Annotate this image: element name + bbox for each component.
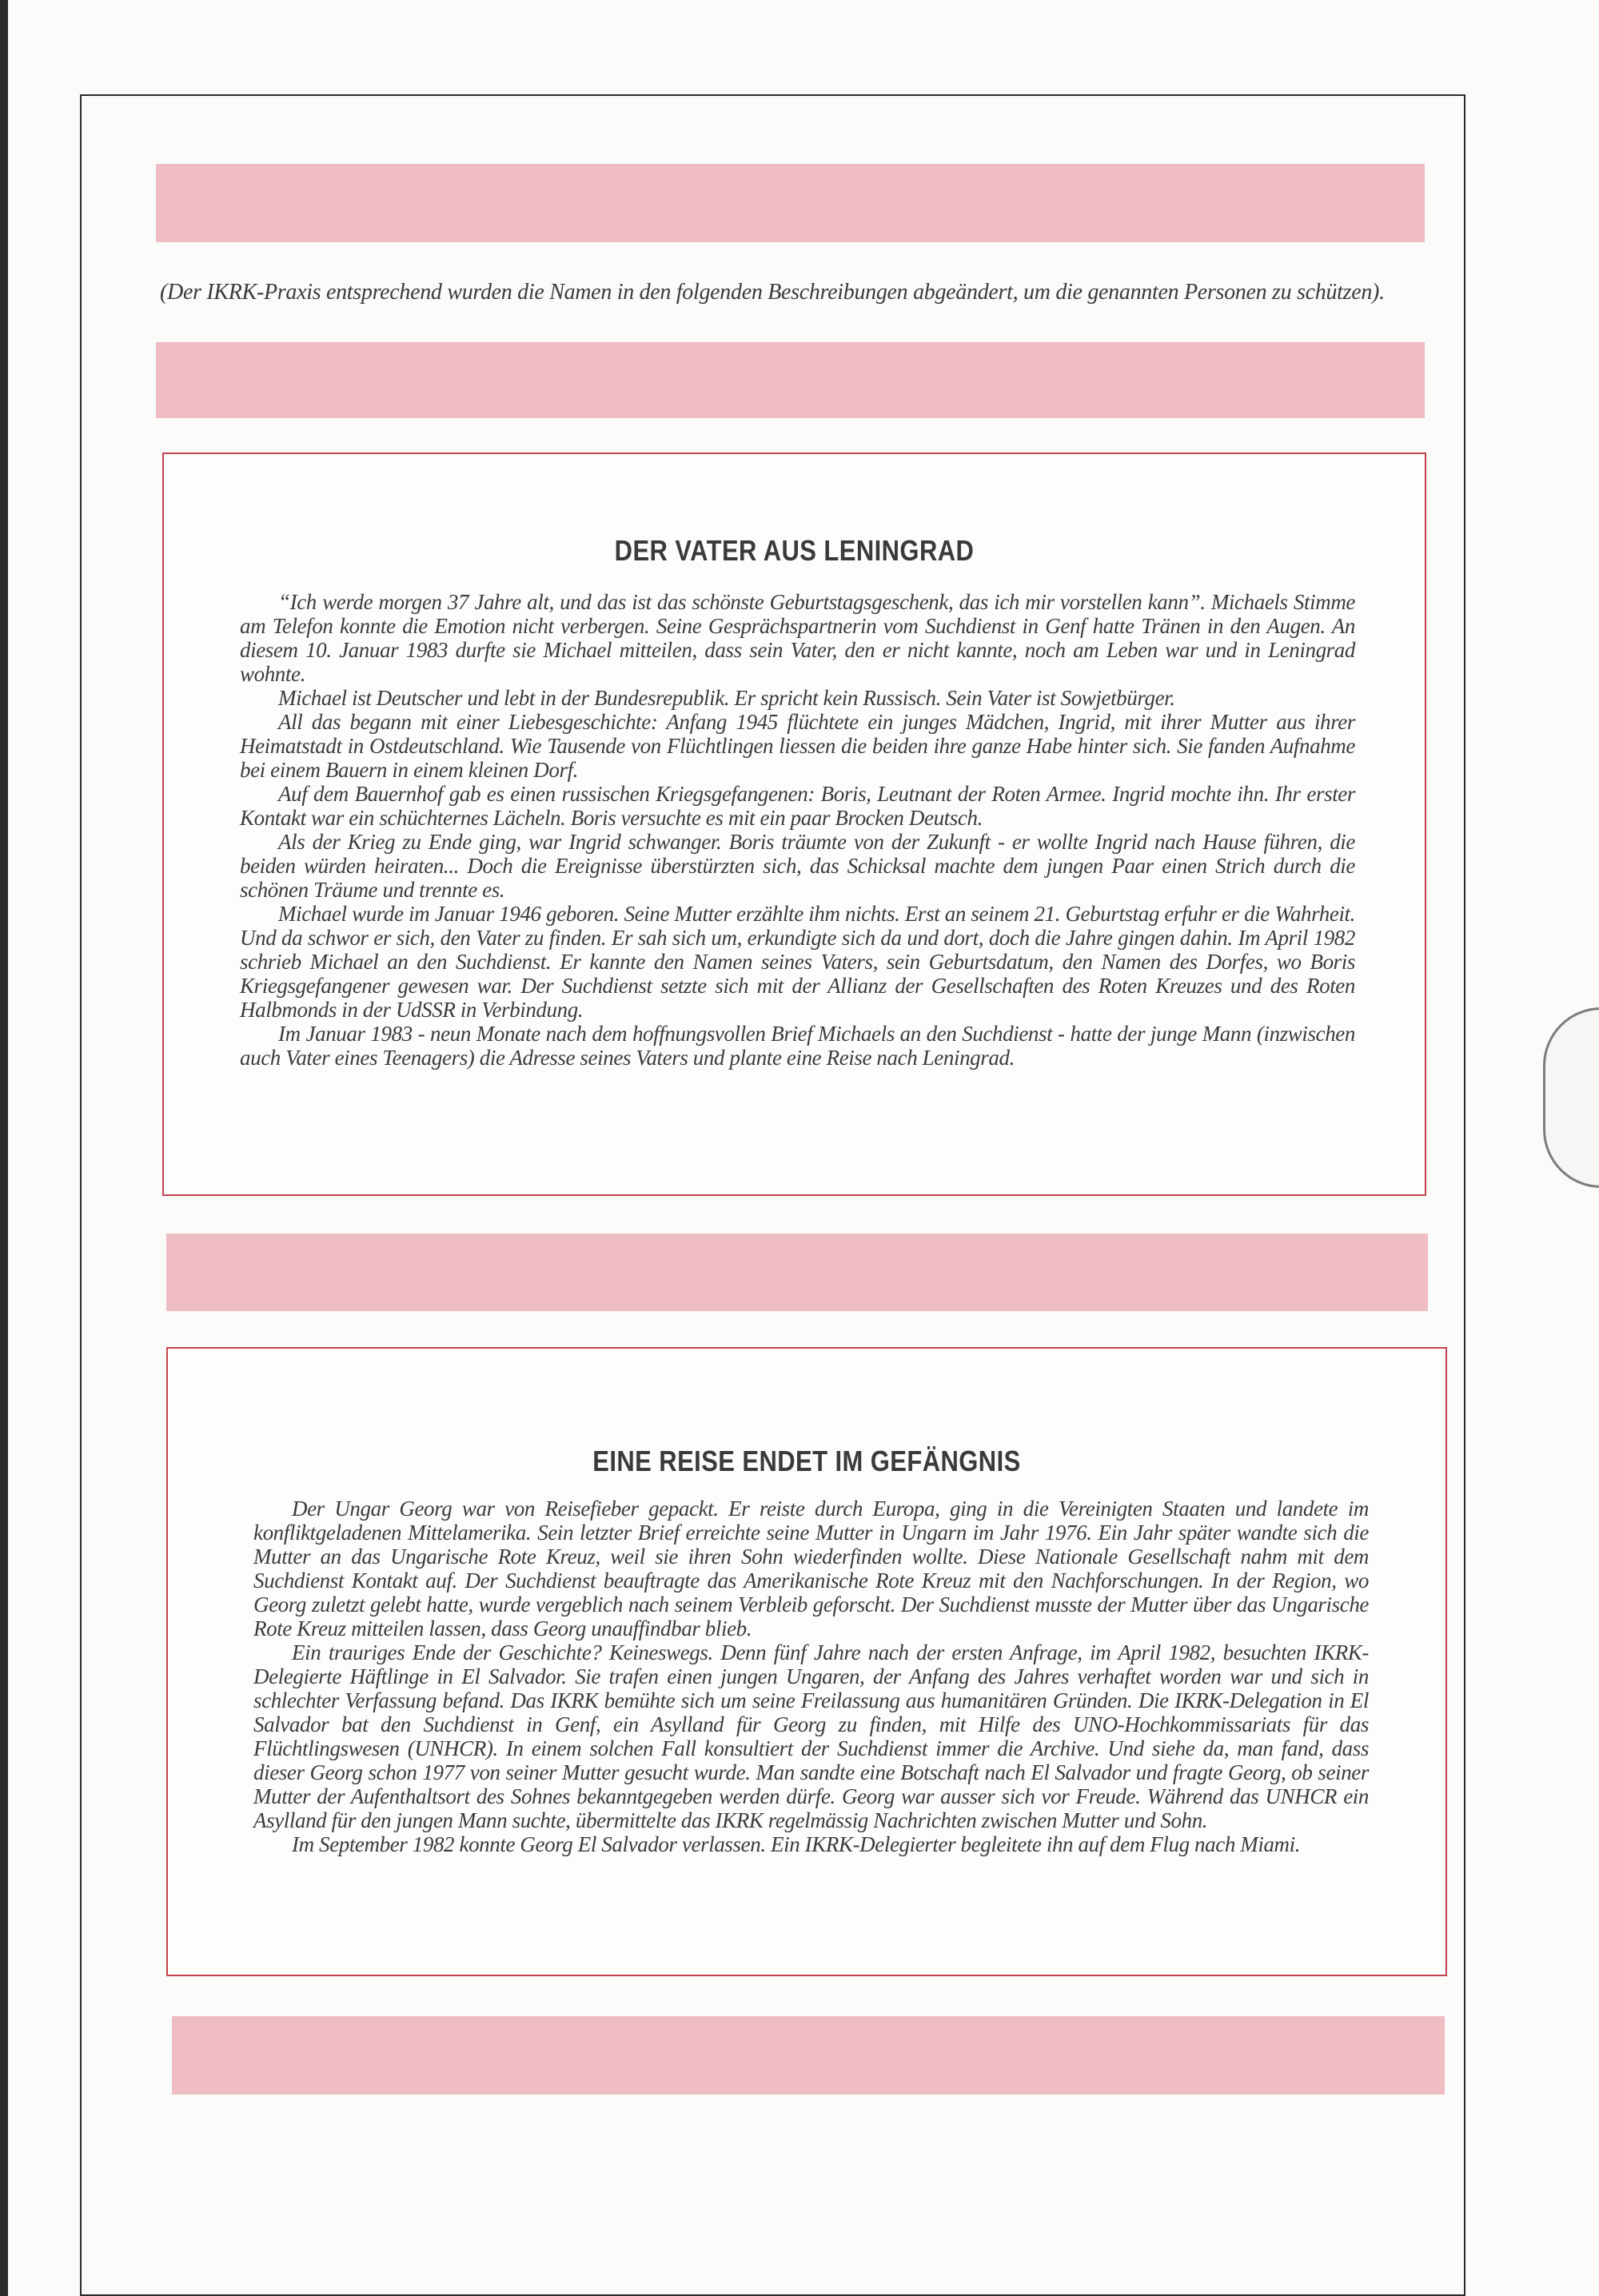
story-box-leningrad bbox=[162, 452, 1426, 1196]
pink-band-4 bbox=[172, 2016, 1445, 2095]
privacy-note: (Der IKRK-Praxis entsprechend wurden die Namen in den folgenden Beschreibungen abgeändert, um die genannten Personen zu schützen). bbox=[160, 280, 1385, 305]
story-paragraph: Im September 1982 konnte Georg El Salvador verlassen. Ein IKRK-Delegierter begleitete ihn auf dem Flug nach Miami. bbox=[292, 1832, 1301, 1856]
story-paragraph: Michael wurde im Januar 1946 geboren. Seine Mutter erzählte ihm nichts. Erst an seinem 21. Geburtstag erfuhr er die Wahrheit. Und da schwor er sich, den Vater zu finden. Er sah sich um, erkundigte sich da und dort, doch die Jahre gingen dahin. Im April 1982 schrieb Michael an den Suchdienst. Er kannte den Namen seines Vaters, sein Geburtsdatum, den Namen des Dorfes, wo Boris Kriegsgefangener gewesen war. Der Suchdienst setzte sich mit der Allianz der Gesellschaften des Roten Kreuzes und des Roten Halbmonds in der UdSSR in Verbindung. bbox=[240, 902, 1355, 1022]
pink-band-2 bbox=[156, 342, 1425, 418]
story-paragraph: Auf dem Bauernhof gab es einen russischen Kriegsgefangenen: Boris, Leutnant der Roten Armee. Ingrid mochte ihn. Ihr erster Kontakt war ein schüchternes Lächeln. Boris versuchte es mit ein paar Brocken Deutsch. bbox=[240, 782, 1355, 830]
story-paragraph: All das begann mit einer Liebesgeschichte: Anfang 1945 flüchtete ein junges Mädchen, Ingrid, mit ihrer Mutter aus ihrer Heimatstadt in Ostdeutschland. Wie Tausende von Flüchtlingen liessen die beiden ihre ganze Habe hinter sich. Sie fanden Aufnahme bei einem Bauern in einem kleinen Dorf. bbox=[240, 710, 1355, 782]
story-paragraph: Der Ungar Georg war von Reisefieber gepackt. Er reiste durch Europa, ging in die Vereinigten Staaten und landete im konfliktgeladenen Mittelamerika. Sein letzter Brief erreichte seine Mutter in Ungarn im Jahr 1976. Ein Jahr später wandte sich die Mutter an das Ungarische Rote Kreuz, weil sie ihren Sohn wiederfinden wollte. Diese Nationale Gesellschaft nahm mit dem Suchdienst Kontakt auf. Der Suchdienst beauftragte das Amerikanische Rote Kreuz mit den Nachforschungen. In der Region, wo Georg zuletzt gelebt hatte, wurde vergeblich nach seinem Verbleib geforscht. Der Suchdienst musste der Mutter über das Ungarische Rote Kreuz mitteilen lassen, dass Georg unauffindbar blieb. bbox=[253, 1497, 1369, 1640]
story-paragraph: Ein trauriges Ende der Geschichte? Keineswegs. Denn fünf Jahre nach der ersten Anfrage, im April 1982, besuchten IKRK-Delegierte Häftlinge in El Salvador. Sie trafen einen jungen Ungaren, der Anfang des Jahres verhaftet worden war und sich in schlechter Verfassung befand. Das IKRK bemühte sich um seine Freilassung aus humanitären Gründen. Die IKRK-Delegation in El Salvador bat den Suchdienst in Genf, ein Asylland für Georg zu finden, mit Hilfe des UNO-Hochkommissariats für das Flüchtlingswesen (UNHCR). In einem solchen Fall konsultiert der Suchdienst immer die Archive. Und siehe da, man fand, dass dieser Georg schon 1977 von seiner Mutter gesucht wurde. Man sandte eine Botschaft nach El Salvador und fragte Georg, ob seiner Mutter der Aufenthaltsort des Sohnes bekanntgegeben werden dürfe. Georg war ausser sich vor Freude. Während das UNHCR ein Asylland für den jungen Mann suchte, übermittelte das IKRK regelmässig Nachrichten zwischen Mutter und Sohn. bbox=[253, 1640, 1369, 1832]
story-paragraph: Im Januar 1983 - neun Monate nach dem hoffnungsvollen Brief Michaels an den Suchdienst - hatte der junge Mann (inzwischen auch Vater eines Teenagers) die Adresse seines Vaters und plante eine Reise nach Leningrad. bbox=[240, 1022, 1355, 1070]
story-paragraph: Als der Krieg zu Ende ging, war Ingrid schwanger. Boris träumte von der Zukunft - er wollte Ingrid nach Hause führen, die beiden würden heiraten... Doch die Ereignisse überstürzten sich, das Schicksal machte dem jungen Paar einen Strich durch die schönen Träume und trennte es. bbox=[240, 830, 1355, 902]
story-title: DER VATER AUS LENINGRAD bbox=[614, 534, 975, 567]
story-text bbox=[253, 1497, 1369, 1856]
story-paragraph: Michael ist Deutscher und lebt in der Bundesrepublik. Er spricht kein Russisch. Sein Vater ist Sowjetbürger. bbox=[278, 686, 1175, 710]
story-title: EINE REISE ENDET IM GEFÄNGNIS bbox=[592, 1445, 1021, 1477]
story-text bbox=[240, 590, 1355, 1070]
pink-band-1 bbox=[156, 164, 1425, 242]
page-tab bbox=[1543, 1007, 1599, 1188]
story-paragraph: “Ich werde morgen 37 Jahre alt, und das ist das schönste Geburtstagsgeschenk, das ich mir vorstellen kann”. Michaels Stimme am Telefon konnte die Emotion nicht verbergen. Seine Gesprächspartnerin vom Suchdienst in Genf hatte Tränen in den Augen. An diesem 10. Januar 1983 durfte sie Michael mitteilen, dass sein Vater, den er nicht kannte, noch am Leben war und in Leningrad wohnte. bbox=[240, 590, 1355, 686]
story-box-gefaengnis bbox=[166, 1347, 1447, 1976]
pink-band-3 bbox=[166, 1234, 1428, 1311]
